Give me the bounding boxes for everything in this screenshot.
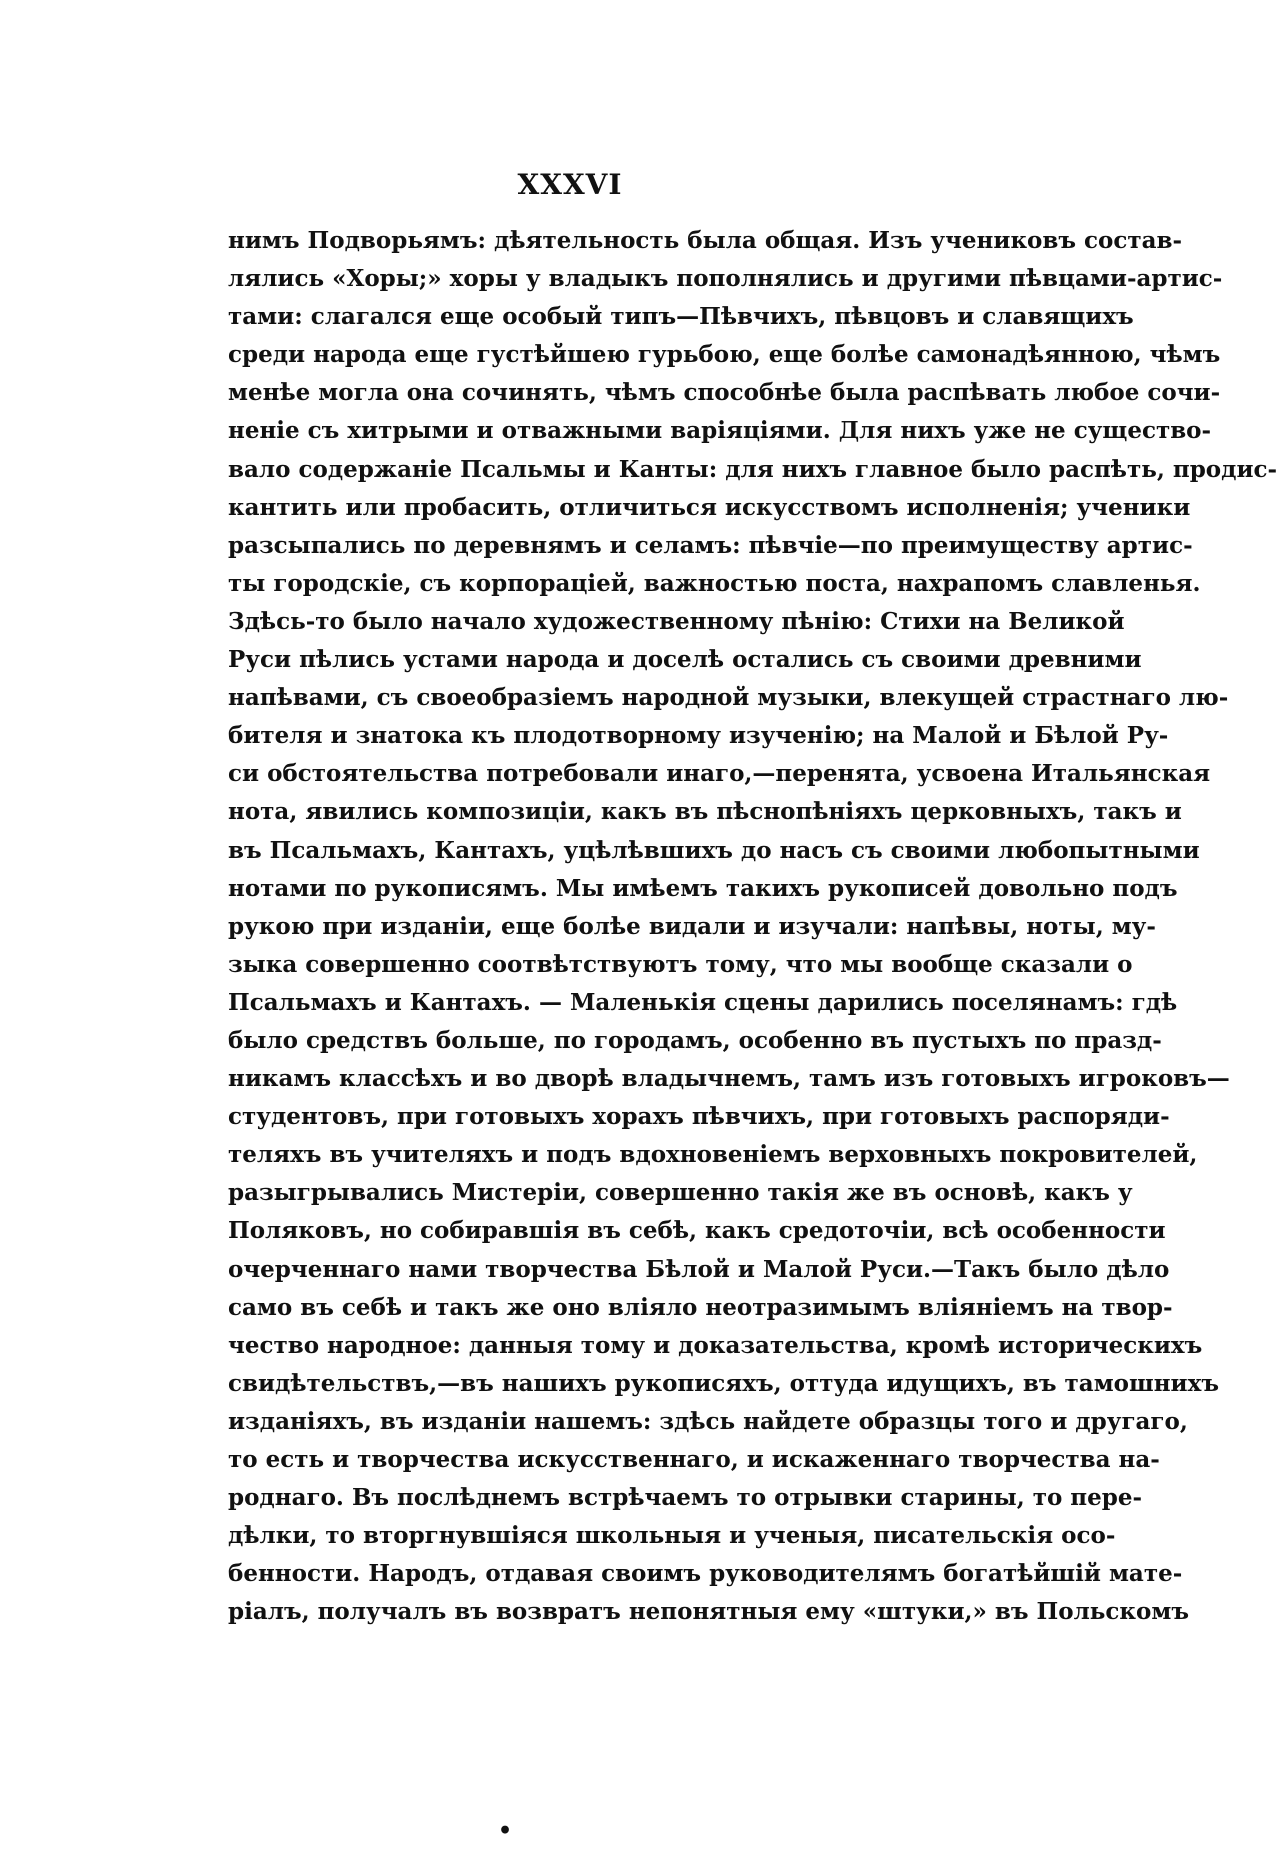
text-line: Поляковъ, но собиравшія въ себѣ, какъ средоточіи, всѣ особенности bbox=[228, 1217, 1166, 1245]
text-line: тами: слагался еще особый типъ—Пѣвчихъ, пѣвцовъ и славящихъ bbox=[228, 303, 1134, 331]
footer-mark: • bbox=[498, 1818, 513, 1844]
text-line: бителя и знатока къ плодотворному изученію; на Малой и Бѣлой Ру- bbox=[228, 722, 1169, 750]
text-line: менѣе могла она сочинять, чѣмъ способнѣе была распѣвать любое сочи- bbox=[228, 379, 1221, 407]
text-line: само въ себѣ и такъ же оно вліяло неотразимымъ вліяніемъ на твор- bbox=[228, 1293, 1173, 1321]
text-line: нотами по рукописямъ. Мы имѣемъ такихъ рукописей довольно подъ bbox=[228, 874, 1178, 902]
text-line: было средствъ больше, по городамъ, особенно въ пустыхъ по празд- bbox=[228, 1026, 1162, 1054]
text-line: среди народа еще густѣйшею гурьбою, еще болѣе самонадѣянною, чѣмъ bbox=[228, 341, 1221, 369]
text-line: дѣлки, то вторгнувшіяся школьныя и ученыя, писательскія осо- bbox=[228, 1522, 1116, 1550]
text-line: Псальмахъ и Кантахъ. — Маленькія сцены дарились поселянамъ: гдѣ bbox=[228, 988, 1178, 1016]
text-line: студентовъ, при готовыхъ хорахъ пѣвчихъ, при готовыхъ распоряди- bbox=[228, 1103, 1170, 1131]
text-line: ты городскіе, съ корпораціей, важностью поста, нахрапомъ славленья. bbox=[228, 569, 1201, 597]
text-line: изданіяхъ, въ изданіи нашемъ: здѣсь найдете образцы того и другаго, bbox=[228, 1407, 1188, 1435]
text-line: лялись «Хоры;» хоры у владыкъ пополнялись и другими пѣвцами-артис- bbox=[228, 265, 1223, 293]
text-line: Здѣсь-то было начало художественному пѣнію: Стихи на Великой bbox=[228, 607, 1125, 635]
text-line: никамъ классѣхъ и во дворѣ владычнемъ, тамъ изъ готовыхъ игроковъ— bbox=[228, 1065, 1230, 1093]
text-line: вало содержаніе Псальмы и Канты: для нихъ главное было распѣть, продис- bbox=[228, 455, 1277, 483]
body-text bbox=[228, 222, 1277, 1631]
text-line: кантить или пробасить, отличиться искусствомъ исполненія; ученики bbox=[228, 493, 1191, 521]
text-line: напѣвами, съ своеобразіемъ народной музыки, влекущей страстнаго лю- bbox=[228, 684, 1229, 712]
text-line: рукою при изданіи, еще болѣе видали и изучали: напѣвы, ноты, му- bbox=[228, 912, 1156, 940]
text-line: чество народное: данныя тому и доказательства, кромѣ историческихъ bbox=[228, 1331, 1203, 1359]
text-line: зыка совершенно соотвѣтствуютъ тому, что мы вообще сказали о bbox=[228, 950, 1133, 978]
text-line: теляхъ въ учителяхъ и подъ вдохновеніемъ верховныхъ покровителей, bbox=[228, 1141, 1198, 1169]
text-line: си обстоятельства потребовали инаго,—перенята, усвоена Итальянская bbox=[228, 760, 1211, 788]
text-line: то есть и творчества искусственнаго, и искаженнаго творчества на- bbox=[228, 1446, 1160, 1473]
text-line: неніе съ хитрыми и отважными варіяціями. Для нихъ уже не существо- bbox=[228, 417, 1212, 445]
text-line: очерченнаго нами творчества Бѣлой и Малой Руси.—Такъ было дѣло bbox=[228, 1255, 1170, 1283]
text-line: бенности. Народъ, отдавая своимъ руководителямъ богатѣйшій мате- bbox=[228, 1560, 1183, 1588]
text-line: разыгрывались Мистеріи, совершенно такія же въ основѣ, какъ у bbox=[228, 1179, 1133, 1207]
text-line: ріалъ, получалъ въ возвратъ непонятныя ему «штуки,» въ Польскомъ bbox=[228, 1598, 1189, 1626]
text-line: нота, явились композиціи, какъ въ пѣснопѣніяхъ церковныхъ, такъ и bbox=[228, 798, 1182, 826]
text-line: свидѣтельствъ,—въ нашихъ рукописяхъ, оттуда идущихъ, въ тамошнихъ bbox=[228, 1369, 1219, 1397]
text-line: Руси пѣлись устами народа и доселѣ остались съ своими древними bbox=[228, 646, 1142, 674]
page-number: XXXVI bbox=[517, 168, 623, 201]
text-line: разсыпались по деревнямъ и селамъ: пѣвчіе—по преимуществу артис- bbox=[228, 531, 1193, 559]
text-line: роднаго. Въ послѣднемъ встрѣчаемъ то отрывки старины, то пере- bbox=[228, 1484, 1143, 1512]
text-line: нимъ Подворьямъ: дѣятельность была общая. Изъ учениковъ состав- bbox=[228, 227, 1183, 254]
text-line: въ Псальмахъ, Кантахъ, уцѣлѣвшихъ до насъ съ своими любопытными bbox=[228, 836, 1200, 864]
